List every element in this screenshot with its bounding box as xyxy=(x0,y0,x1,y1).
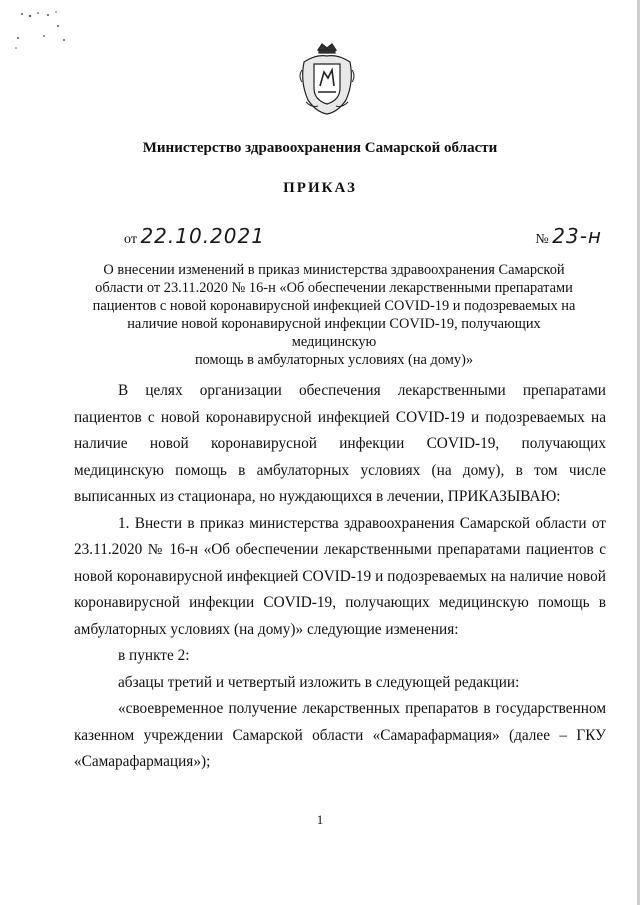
order-subject xyxy=(84,261,584,369)
subject-line: пациентов с новой коронавирусной инфекцией COVID-19 и подозреваемых на xyxy=(92,298,576,314)
scan-marks-icon xyxy=(8,8,68,58)
subject-line: наличие новой коронавирусной инфекции COVID-19, получающих медицинскую xyxy=(127,316,541,350)
handwritten-number: 23-н xyxy=(552,224,602,248)
page-number: 1 xyxy=(316,812,324,827)
number-prefix: № xyxy=(535,232,549,247)
body-paragraph: «своевременное получение лекарственных препаратов в государственном казенном учреждении Самарской области «Самарафармация» (далее – ГКУ «Самарафармация»); xyxy=(74,700,606,770)
order-body xyxy=(74,378,606,776)
order-date xyxy=(124,224,265,248)
subject-line: области от 23.11.2020 № 16-н «Об обеспечении лекарственными препаратами xyxy=(95,280,573,296)
body-paragraph: В целях организации обеспечения лекарственными препаратами пациентов с новой коронавирусной инфекцией COVID-19 и подозреваемых на наличие новой коронавирусной инфекции COVID-19, получающих медицинскую помощь в амбулаторных условиях (на дому), в том числе выписанных из стационара, но нуждающихся в лечении, ПРИКАЗЫВАЮ: xyxy=(74,382,606,505)
body-paragraph: абзацы третий и четвертый изложить в следующей редакции: xyxy=(118,673,520,691)
order-title: ПРИКАЗ xyxy=(283,180,357,196)
subject-line: помощь в амбулаторных условиях (на дому)» xyxy=(194,352,474,368)
body-paragraph: 1. Внести в приказ министерства здравоохранения Самарской области от 23.11.2020 № 16-н «Об обеспечении лекарственными препаратами пациентов с новой коронавирусной инфекцией COVID-19 и подозреваемых на наличие новой коронавирусной инфекции COVID-19, получающих медицинскую помощь в амбулаторных условиях (на дому)» следующие изменения: xyxy=(74,514,606,638)
order-number xyxy=(535,224,602,248)
date-prefix: от xyxy=(124,232,137,247)
subject-line: О внесении изменений в приказ министерства здравоохранения Самарской xyxy=(103,262,565,278)
handwritten-date: 22.10.2021 xyxy=(140,224,265,248)
ministry-name: Министерство здравоохранения Самарской области xyxy=(142,140,498,156)
body-paragraph: в пункте 2: xyxy=(118,647,190,664)
coat-of-arms-icon xyxy=(298,42,356,116)
